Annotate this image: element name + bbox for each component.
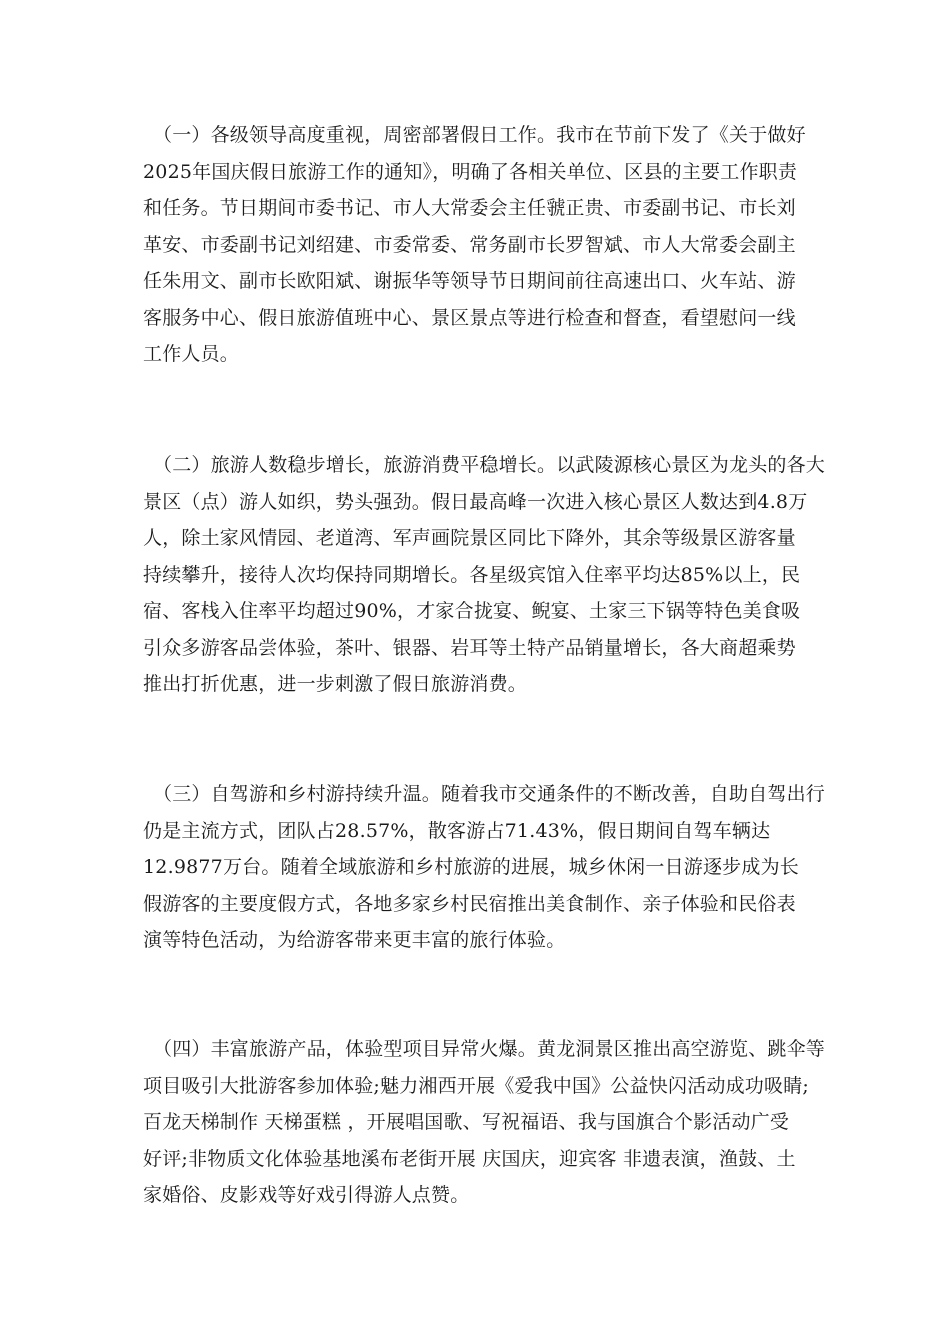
text-line: 演等特色活动，为给游客带来更丰富的旅行体验。 bbox=[143, 929, 566, 951]
text-line: （三）自驾游和乡村游持续升温。随着我市交通条件的不断改善，自助自驾出行 bbox=[153, 783, 826, 805]
text-line: 景区（点）游人如织，势头强劲。假日最高峰一次进入核心景区人数达到4.8万 bbox=[143, 490, 808, 513]
paragraph-leadership bbox=[143, 117, 808, 373]
text-line: 任朱用文、副市长欧阳斌、谢振华等领导节日期间前往高速出口、火车站、游 bbox=[143, 270, 796, 292]
paragraph-tourism-products bbox=[143, 1031, 826, 1214]
text-line: 2025年国庆假日旅游工作的通知》，明确了各相关单位、区县的主要工作职责 bbox=[143, 160, 798, 183]
text-line: 12.9877万台。随着全域旅游和乡村旅游的进展，城乡休闲一日游逐步成为长 bbox=[143, 856, 799, 878]
text-line: 持续攀升，接待人次均保持同期增长。各星级宾馆入住率平均达85%以上，民 bbox=[143, 563, 801, 586]
text-line: （一）各级领导高度重视，周密部署假日工作。我市在节前下发了《关于做好 bbox=[153, 124, 806, 146]
paragraph-self-driving bbox=[143, 776, 826, 959]
text-line: 客服务中心、假日旅游值班中心、景区景点等进行检查和督查，看望慰问一线 bbox=[143, 306, 796, 329]
paragraph-visitor-growth bbox=[143, 447, 826, 703]
text-line: 项目吸引大批游客参加体验;魅力湘西开展《爱我中国》公益快闪活动成功吸睛; bbox=[143, 1074, 810, 1097]
text-line: 宿、客栈入住率平均超过90%，才家合拢宴、鲵宴、土家三下锅等特色美食吸 bbox=[143, 600, 801, 622]
text-line: 工作人员。 bbox=[143, 343, 240, 365]
text-line: 引众多游客品尝体验，茶叶、银器、岩耳等土特产品销量增长，各大商超乘势 bbox=[143, 636, 796, 659]
text-line: 家婚俗、皮影戏等好戏引得游人点赞。 bbox=[143, 1184, 470, 1206]
text-line: 仍是主流方式，团队占28.57%，散客游占71.43%，假日期间自驾车辆达 bbox=[143, 819, 771, 842]
text-line: 革安、市委副书记刘绍建、市委常委、常务副市长罗智斌、市人大常委会副主 bbox=[143, 233, 796, 256]
text-line: 好评;非物质文化体验基地溪布老街开展 庆国庆，迎宾客 非遗表演，渔鼓、土 bbox=[143, 1147, 796, 1170]
text-line: 和任务。节日期间市委书记、市人大常委会主任虢正贵、市委副书记、市长刘 bbox=[143, 197, 796, 219]
text-line: （四）丰富旅游产品，体验型项目异常火爆。黄龙洞景区推出高空游览、跳伞等 bbox=[153, 1038, 826, 1060]
text-line: 假游客的主要度假方式，各地多家乡村民宿推出美食制作、亲子体验和民俗表 bbox=[143, 892, 796, 915]
text-line: （二）旅游人数稳步增长，旅游消费平稳增长。以武陵源核心景区为龙头的各大 bbox=[153, 454, 826, 476]
text-line: 人，除土家风情园、老道湾、军声画院景区同比下降外，其余等级景区游客量 bbox=[143, 527, 796, 549]
text-line: 百龙天梯制作 天梯蛋糕 ，开展唱国歌、写祝福语、我与国旗合个影活动广受 bbox=[143, 1111, 790, 1133]
text-line: 推出打折优惠，进一步刺激了假日旅游消费。 bbox=[143, 673, 528, 695]
